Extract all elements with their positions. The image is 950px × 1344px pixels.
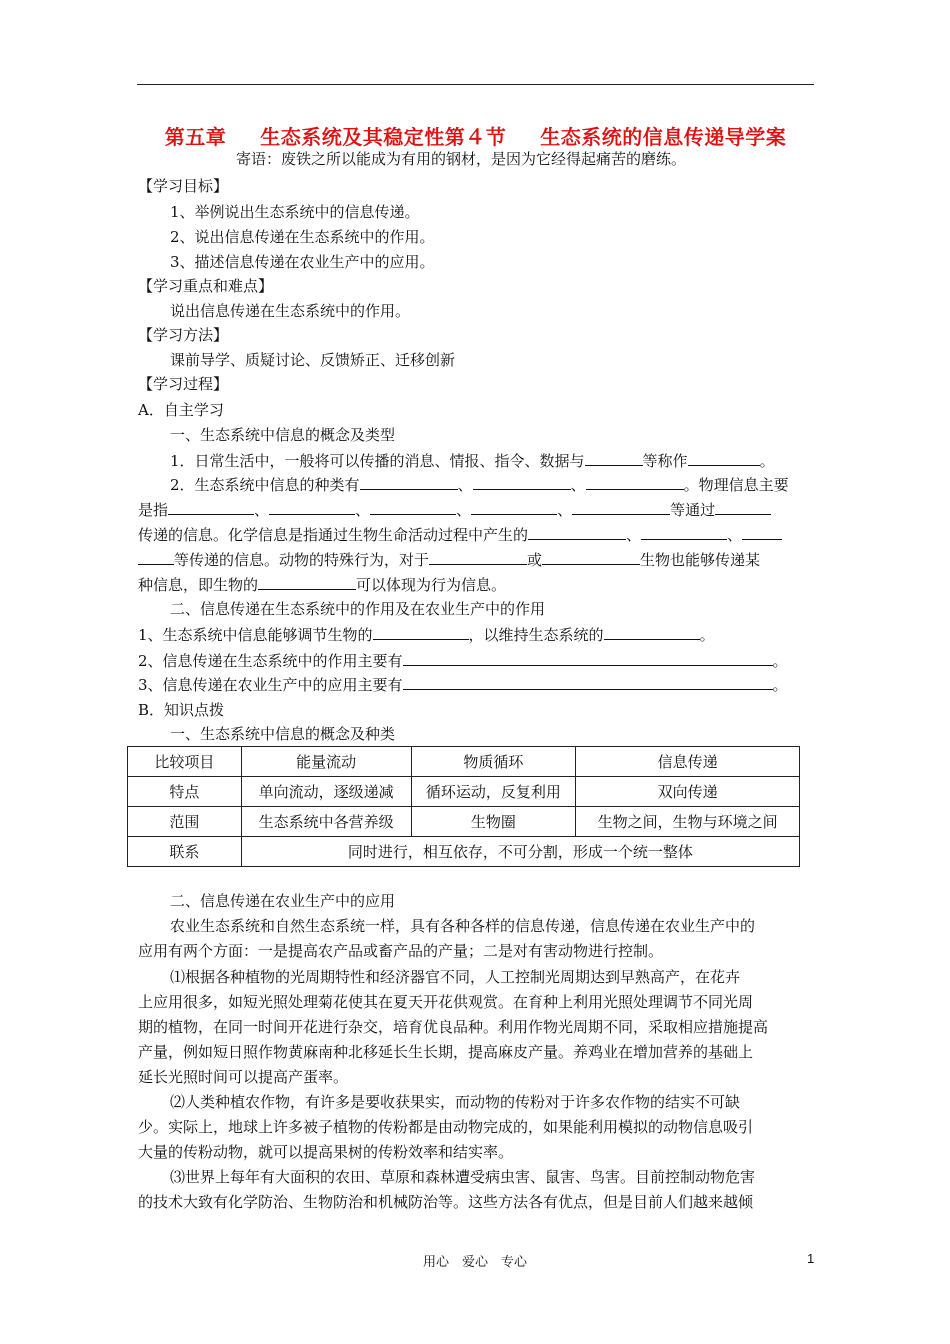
goals-heading: 【学习目标】 bbox=[138, 177, 229, 195]
table-cell: 同时进行，相互依存，不可分割，形成一个统一整体 bbox=[241, 837, 799, 867]
paragraph-line: ⑵人类种植农作物，有许多是要收获果实，而动物的传粉对于许多农作物的结实不可缺 bbox=[170, 1093, 741, 1111]
question-2-line2: 是指 、 、 、 、 等通过 bbox=[138, 500, 771, 520]
table-cell: 能量流动 bbox=[241, 747, 411, 777]
a2-heading: 二、信息传递在生态系统中的作用及在农业生产中的作用 bbox=[170, 600, 546, 618]
goal-item: 2、说出信息传递在生态系统中的作用。 bbox=[170, 228, 435, 246]
comparison-table bbox=[127, 746, 800, 867]
page-number: 1 bbox=[807, 1251, 815, 1266]
paragraph-line: 的技术大致有化学防治、生物防治和机械防治等。这些方法各有优点，但是目前人们越来越倾 bbox=[138, 1193, 754, 1211]
table-cell: 联系 bbox=[128, 837, 242, 867]
paragraph-line: ⑶世界上每年有大面积的农田、草原和森林遭受病虫害、鼠害、鸟害。目前控制动物危害 bbox=[170, 1168, 756, 1186]
a1-heading: 一、生态系统中信息的概念及类型 bbox=[170, 426, 396, 444]
blank[interactable] bbox=[269, 500, 355, 515]
table-cell: 单向流动，逐级递减 bbox=[241, 777, 411, 807]
question-2-line4: 等传递的信息。动物的特殊行为，对于 或 生物也能够传递某 bbox=[138, 550, 760, 570]
b1-heading: 一、生态系统中信息的概念及种类 bbox=[170, 725, 396, 743]
title-chapter: 第五章 bbox=[164, 125, 227, 149]
table-cell: 生物圈 bbox=[411, 807, 576, 837]
question-2-line1: 2．生态系统中信息的种类有 、 、 。物理信息主要 bbox=[170, 476, 789, 494]
question-r1: 1、生态系统中信息能够调节生物的 ，以维持生态系统的 。 bbox=[138, 626, 715, 644]
process-heading: 【学习过程】 bbox=[138, 375, 229, 393]
table-cell: 特点 bbox=[128, 777, 242, 807]
blank[interactable] bbox=[585, 451, 643, 466]
blank[interactable] bbox=[528, 525, 626, 540]
motto: 寄语：废铁之所以能成为有用的钢材，是因为它经得起痛苦的磨练。 bbox=[236, 150, 687, 168]
b2-heading: 二、信息传递在农业生产中的应用 bbox=[170, 892, 396, 910]
blank[interactable] bbox=[168, 500, 254, 515]
table-header-row bbox=[128, 747, 800, 777]
table-row bbox=[128, 837, 800, 867]
title-section: 生态系统及其稳定性第４节 bbox=[260, 125, 507, 149]
table-cell: 双向传递 bbox=[576, 777, 800, 807]
table-cell: 生态系统中各营养级 bbox=[241, 807, 411, 837]
table-cell: 循环运动，反复利用 bbox=[411, 777, 576, 807]
blank[interactable] bbox=[403, 651, 773, 666]
methods-text: 课前导学、质疑讨论、反馈矫正、迁移创新 bbox=[170, 351, 456, 369]
paragraph-line: 大量的传粉动物，就可以提高果树的传粉效率和结实率。 bbox=[138, 1143, 514, 1161]
blank[interactable] bbox=[471, 500, 557, 515]
blank[interactable] bbox=[715, 500, 771, 515]
keypoints-text: 说出信息传递在生态系统中的作用。 bbox=[170, 302, 411, 320]
blank[interactable] bbox=[742, 525, 782, 540]
blank[interactable] bbox=[360, 475, 458, 490]
keypoints-heading: 【学习重点和难点】 bbox=[138, 277, 274, 295]
blank[interactable] bbox=[572, 500, 670, 515]
page-footer: 用心 爱心 专心 bbox=[422, 1255, 527, 1270]
paragraph-line: 延长光照时间可以提高产蛋率。 bbox=[138, 1068, 349, 1086]
table-cell: 信息传递 bbox=[576, 747, 800, 777]
paragraph-line: 少。实际上，地球上许多被子植物的传粉都是由动物完成的，如果能利用模拟的动物信息吸引 bbox=[138, 1118, 754, 1136]
table-cell: 物质循环 bbox=[411, 747, 576, 777]
blank[interactable] bbox=[258, 575, 356, 590]
question-1: 1．日常生活中，一般将可以传播的消息、情报、指令、数据与 等称作 。 bbox=[170, 452, 775, 470]
blank[interactable] bbox=[370, 500, 456, 515]
paragraph-line: ⑴根据各种植物的光周期特性和经济器官不同，人工控制光周期达到早熟高产，在花卉 bbox=[170, 968, 741, 986]
section-a-heading: A．自主学习 bbox=[138, 401, 224, 419]
table-row bbox=[128, 777, 800, 807]
blank[interactable] bbox=[688, 451, 760, 466]
table-row bbox=[128, 807, 800, 837]
table-cell: 范围 bbox=[128, 807, 242, 837]
question-2-line3: 传递的信息。化学信息是指通过生物生命活动过程中产生的 、 、 bbox=[138, 525, 782, 545]
goal-item: 3、描述信息传递在农业生产中的应用。 bbox=[170, 253, 435, 271]
blank[interactable] bbox=[373, 625, 469, 640]
paragraph-line: 上应用很多，如短光照处理菊花使其在夏天开花供观赏。在育种上利用光照处理调节不同光周 bbox=[138, 993, 754, 1011]
paragraph-line: 产量，例如短日照作物黄麻南种北移延长生长期，提高麻皮产量。养鸡业在增加营养的基础上 bbox=[138, 1043, 754, 1061]
title-topic: 生态系统的信息传递导学案 bbox=[540, 125, 787, 149]
blank[interactable] bbox=[604, 625, 700, 640]
goal-item: 1、举例说出生态系统中的信息传递。 bbox=[170, 203, 420, 221]
blank[interactable] bbox=[473, 475, 571, 490]
blank[interactable] bbox=[542, 550, 640, 565]
header-rule bbox=[137, 84, 814, 85]
question-r2: 2、信息传递在生态系统中的作用主要有 。 bbox=[138, 652, 788, 670]
blank[interactable] bbox=[641, 525, 727, 540]
paragraph-line: 期的植物，在同一时间开花进行杂交，培育优良品种。利用作物光周期不同，采取相应措施提高 bbox=[138, 1018, 769, 1036]
question-2-line5: 种信息，即生物的 可以体现为行为信息。 bbox=[138, 576, 507, 594]
blank[interactable] bbox=[138, 550, 174, 565]
blank[interactable] bbox=[429, 550, 527, 565]
methods-heading: 【学习方法】 bbox=[138, 326, 229, 344]
paragraph-line: 农业生态系统和自然生态系统一样，具有各种各样的信息传递，信息传递在农业生产中的 bbox=[170, 917, 756, 935]
table-cell: 生物之间，生物与环境之间 bbox=[576, 807, 800, 837]
blank[interactable] bbox=[586, 475, 684, 490]
blank[interactable] bbox=[403, 675, 773, 690]
paragraph-line: 应用有两个方面：一是提高农产品或畜产品的产量；二是对有害动物进行控制。 bbox=[138, 942, 664, 960]
page-title bbox=[137, 121, 814, 150]
question-r3: 3、信息传递在农业生产中的应用主要有 。 bbox=[138, 676, 788, 694]
table-cell: 比较项目 bbox=[128, 747, 242, 777]
section-b-heading: B．知识点拨 bbox=[138, 701, 225, 719]
